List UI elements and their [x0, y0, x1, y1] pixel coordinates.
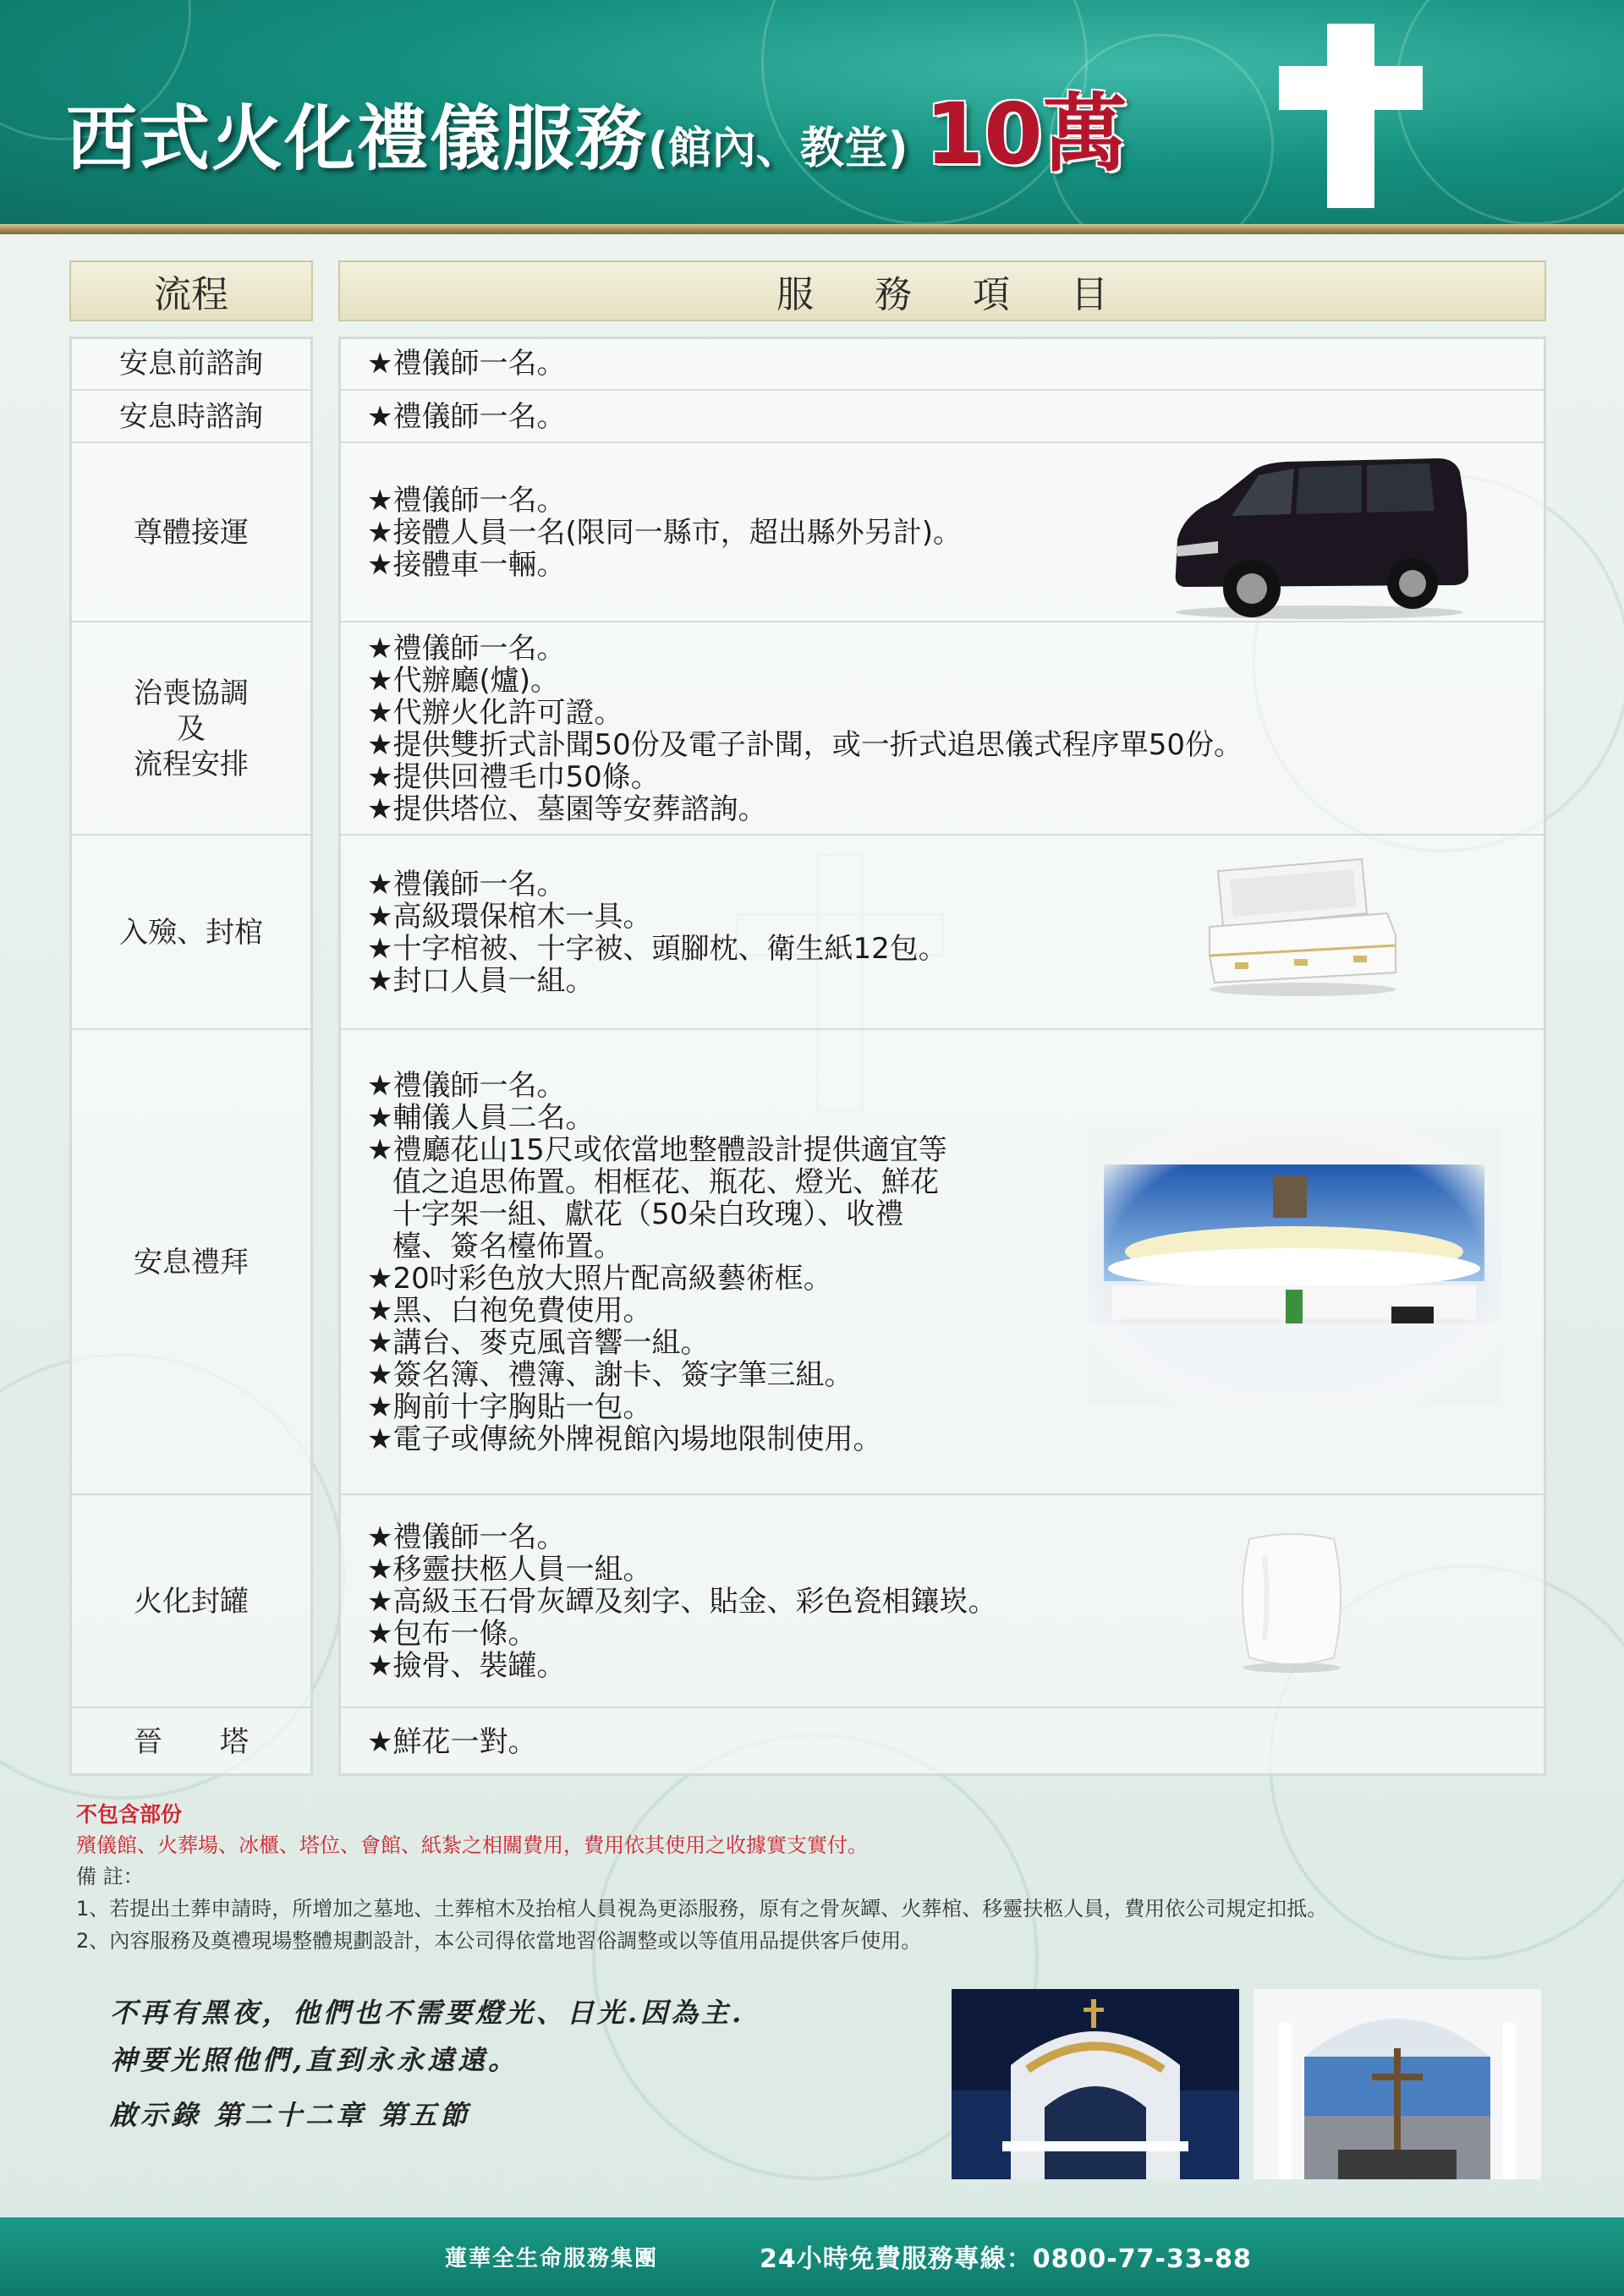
service-item: ★胸前十字胸貼一包。 — [367, 1390, 652, 1424]
gold-divider — [0, 224, 1624, 234]
church-interior-photo — [1254, 1989, 1541, 2179]
service-item: ★封口人員一組。 — [367, 964, 595, 998]
header-banner — [0, 0, 1624, 224]
service-item: ★禮廳花山15尺或依當地整體設計提供適宜等 — [367, 1133, 947, 1167]
service-items — [367, 1708, 536, 1776]
process-step: 安息禮拜 — [134, 1246, 249, 1280]
service-item: ★輔儀人員二名。 — [367, 1101, 595, 1135]
service-item: ★電子或傳統外牌視館內場地限制使用。 — [367, 1422, 882, 1456]
service-items — [367, 1495, 996, 1708]
service-item: ★禮儀師一名。 — [367, 1521, 566, 1554]
service-item: ★十字棺被、十字被、頭腳枕、衛生紙12包。 — [367, 932, 947, 966]
verse-line: 不再有黑夜，他們也不需要燈光、日光.因為主. — [110, 1997, 745, 2029]
flower-decoration — [1396, 0, 1624, 224]
service-item: ★代辦廳(爐)。 — [367, 664, 560, 698]
service-item: ★接體車一輛。 — [367, 548, 566, 582]
service-item: ★高級環保棺木一具。 — [367, 900, 652, 934]
service-item: ★撿骨、裝罐。 — [367, 1649, 566, 1683]
remark-item: 1、若提出土葬申請時，所增加之墓地、土葬棺木及抬棺人員視為更添服務，原有之骨灰罈、火葬棺、移靈扶柩人員，費用依公司規定扣抵。 — [76, 1897, 1328, 1921]
service-item: ★禮儀師一名。 — [367, 484, 566, 518]
service-item: ★禮儀師一名。 — [367, 347, 566, 381]
service-items — [367, 443, 962, 622]
process-step: 安息前諮詢 — [119, 347, 263, 381]
process-step: 治喪協調 及 流程安排 — [134, 677, 249, 781]
column-header-service-items: 服務項目 — [338, 260, 1546, 321]
page-title — [66, 66, 1127, 188]
service-item: ★代辦火化許可證。 — [367, 696, 623, 730]
cross-icon — [1279, 24, 1423, 208]
table-row — [69, 391, 1546, 443]
service-items — [367, 391, 565, 443]
hearse-van-image — [1159, 447, 1480, 622]
service-item: ★提供塔位、墓園等安葬諮詢。 — [367, 792, 767, 826]
service-items — [367, 1030, 947, 1495]
service-item: ★提供回禮毛巾50條。 — [367, 760, 660, 794]
process-step: 入殮、封棺 — [119, 916, 263, 950]
notes-section — [76, 1800, 1565, 1957]
company-name: 蓮華全生命服務集團 — [445, 2246, 659, 2271]
title-subtitle: (館內、教堂) — [648, 123, 908, 174]
urn-image — [1231, 1531, 1353, 1674]
service-item: ★禮儀師一名。 — [367, 400, 566, 434]
service-item: ★禮儀師一名。 — [367, 632, 566, 666]
process-step: 尊體接運 — [134, 516, 249, 550]
excluded-title: 不包含部份 — [76, 1802, 183, 1827]
remark-item: 2、內容服務及奠禮現場整體規劃設計，本公司得依當地習俗調整或以等值用品提供客戶使用。 — [76, 1929, 922, 1953]
service-item: ★禮儀師一名。 — [367, 1069, 566, 1103]
title-main: 西式火化禮儀服務 — [66, 97, 649, 180]
remark-title: 備 註： — [76, 1865, 144, 1888]
verse-line: 神要光照他們,直到永永遠遠。 — [110, 2044, 519, 2076]
service-items — [367, 622, 1243, 836]
table-row — [69, 337, 1546, 391]
service-item: ★20吋彩色放大照片配高級藝術框。 — [367, 1262, 832, 1296]
service-items — [367, 337, 565, 391]
service-item: ★移靈扶柩人員一組。 — [367, 1553, 652, 1586]
service-item: ★鮮花一對。 — [367, 1725, 537, 1759]
process-step: 安息時諮詢 — [119, 400, 263, 434]
service-item: 檯、簽名檯佈置。 — [392, 1230, 623, 1263]
process-step: 火化封罐 — [134, 1585, 249, 1619]
memorial-hall-photo — [1087, 1129, 1501, 1404]
service-item: 值之追思佈置。相框花、瓶花、燈光、鮮花 — [392, 1165, 939, 1199]
verse-reference: 啟示錄 第二十二章 第五節 — [110, 2099, 471, 2131]
service-item: ★黑、白袍免費使用。 — [367, 1294, 652, 1328]
table-row — [69, 1708, 1546, 1776]
coffin-image — [1201, 854, 1404, 998]
service-item: ★講台、麥克風音響一組。 — [367, 1326, 710, 1360]
service-item: 十字架一組、獻花（50朵白玫瑰）、收禮 — [392, 1197, 904, 1231]
table-row — [69, 622, 1546, 836]
service-item: ★包布一條。 — [367, 1617, 537, 1651]
church-photo — [952, 1989, 1239, 2179]
bible-verse — [110, 1989, 744, 2133]
hotline-number: 24小時免費服務專線：0800-77-33-88 — [760, 2244, 1252, 2274]
process-step: 晉 塔 — [134, 1725, 249, 1759]
column-header-process: 流程 — [69, 260, 313, 321]
service-item: ★接體人員一名(限同一縣市，超出縣外另計)。 — [367, 516, 963, 550]
price-label: 10萬 — [924, 85, 1127, 184]
service-item: ★提供雙折式訃聞50份及電子訃聞，或一折式追思儀式程序單50份。 — [367, 728, 1243, 762]
service-item: ★高級玉石骨灰罈及刻字、貼金、彩色瓷相鑲崁。 — [367, 1585, 997, 1619]
footer-bar — [0, 2217, 1624, 2296]
excluded-text: 殯儀館、火葬場、冰櫃、塔位、會館、紙紮之相關費用，費用依其使用之收據實支實付。 — [76, 1833, 868, 1857]
service-item: ★簽名簿、禮簿、謝卡、簽字筆三組。 — [367, 1358, 853, 1392]
service-item: ★禮儀師一名。 — [367, 868, 566, 901]
service-items — [367, 836, 947, 1030]
